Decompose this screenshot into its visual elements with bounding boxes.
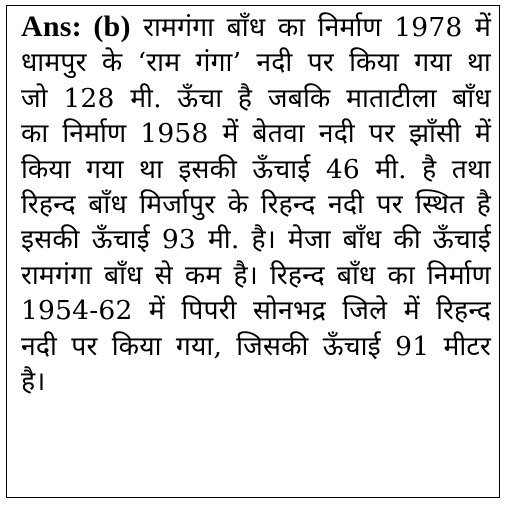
answer-body: रामगंगा बाँध का निर्माण 1978 में धामपुर के ‘राम गंगा’ नदी पर किया गया था जो 128 मी. ऊँचा है जबकि माताटीला बाँध का निर्माण 1958 में बेतवा नदी पर झाँसी में किया गया था इसकी ऊँचाई 46 मी. है तथा रिहन्द बाँध मिर्जापुर के रिहन्द नदी पर स्थित है इसकी ऊँचाई 93 मी. है। मेजा बाँध की ऊँचाई रामगंगा बाँध से कम है। रिहन्द बाँध का निर्माण 1954-62 में पिपरी सोनभद्र जिले में रिहन्द नदी पर किया गया, जिसकी ऊँचाई 91 मीटर है। [21, 12, 492, 398]
answer-paragraph [21, 9, 491, 399]
answer-box [6, 5, 500, 498]
answer-label: Ans: (b) [21, 10, 131, 43]
